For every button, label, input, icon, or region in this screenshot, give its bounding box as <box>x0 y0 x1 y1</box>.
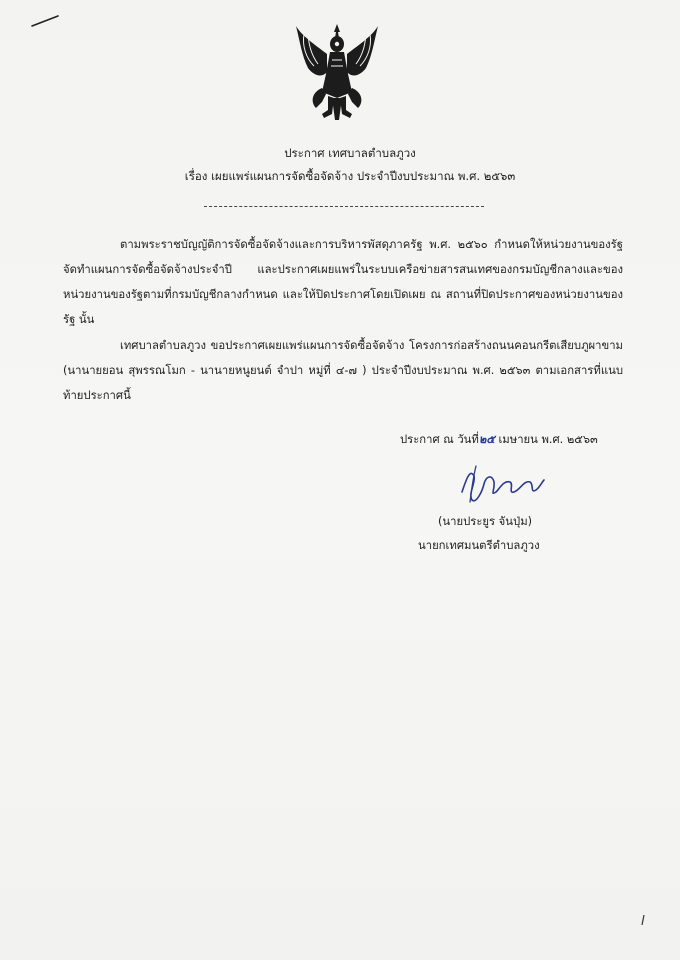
garuda-emblem-icon <box>292 22 382 122</box>
announcement-title: ประกาศ เทศบาลตำบลภูวง <box>284 146 416 160</box>
handwritten-day: ๒๕ <box>478 433 495 446</box>
date-prefix: ประกาศ ณ วันที่ <box>400 433 479 446</box>
announcement-subject: เรื่อง เผยแพร่แผนการจัดซื้อจัดจ้าง ประจำปีงบประมาณ พ.ศ. ๒๕๖๓ <box>184 169 516 183</box>
signer-name: (นายประยูร จันปุ่ม) <box>438 515 533 528</box>
body-paragraph-2 <box>63 333 623 408</box>
body-paragraph-1 <box>63 232 623 332</box>
handwritten-signature <box>454 462 554 506</box>
body-paragraph-2-text: เทศบาลตำบลภูวง ขอประกาศเผยแพร่แผนการจัดซื้อจัดจ้าง โครงการก่อสร้างถนนคอนกรีตเสียบภูผาขาม (นานายยอน สุพรรณโมก - นานายหนูยนต์ จำปา หมู่ที่ ๔-๗ ) ประจำปีงบประมาณ พ.ศ. ๒๕๖๓ ตามเอกสารที่แนบท้ายประกาศนี้ <box>63 339 623 402</box>
signer-title: นายกเทศมนตรีตำบลภูวง <box>418 539 540 552</box>
separator-line <box>204 206 484 207</box>
body-paragraph-1-text: ตามพระราชบัญญัติการจัดซื้อจัดจ้างและการบริหารพัสดุภาครัฐ พ.ศ. ๒๕๖๐ กำหนดให้หน่วยงานของรัฐจัดทำแผนการจัดซื้อจัดจ้างประจำปี และประกาศเผยแพร่ในระบบเครือข่ายสารสนเทศของกรมบัญชีกลางและของหน่วยงานของรัฐตามที่กรมบัญชีกลางกำหนด และให้ปิดประกาศโดยเปิดเผย ณ สถานที่ปิดประกาศของหน่วยงานของรัฐ นั้น <box>63 238 623 326</box>
pen-stroke-mark <box>30 14 60 28</box>
date-suffix: เมษายน พ.ศ. ๒๕๖๓ <box>498 433 598 446</box>
stray-pen-mark <box>640 914 646 926</box>
announcement-date <box>400 430 598 448</box>
